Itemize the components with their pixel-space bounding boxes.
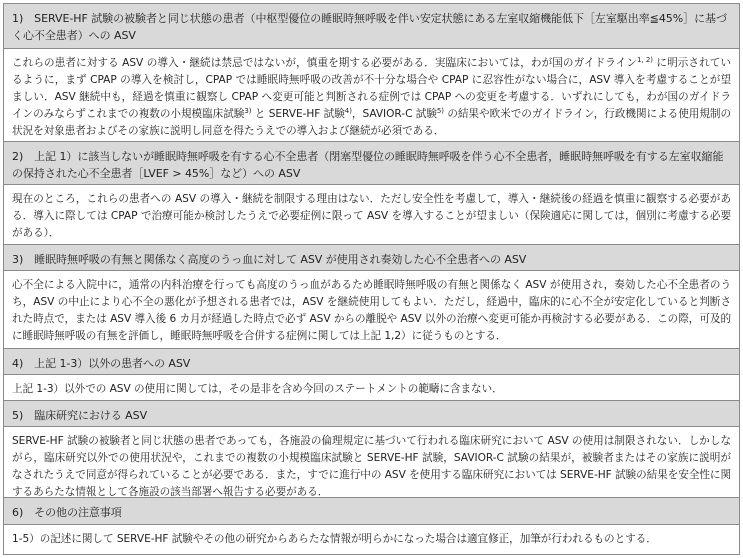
section-2-body: 現在のところ，これらの患者への ASV の導入・継続を制限する理由はない．ただし安全性を考慮して，導入・継続後の経過を慎重に観察する必要がある．導入に際しては CPAP で治療可能か検討したうえで必要症例に限って ASV を導入することが望ましい（保険適応に関しては，個別に考慮する必要がある）． [4,185,739,245]
section-5-body: SERVE-HF 試験の被験者と同じ状態の患者であっても，各施設の倫理規定に基づいて行われる臨床研究において ASV の使用は制限されない．しかしながら，臨床研究以外での使用状況や，これまでの複数の小規模臨床試験と SERVE-HF 試験，SAVIOR-C 試験の結果が，被験者またはその家族に説明がなされたうえで同意が得られていることが必要である．また，すでに進行中の ASV を使用する臨床研究においては SERVE-HF 試験の結果を安全性に関するあらたな情報として各施設の該当部署へ報告する必要がある． [4,427,739,498]
section-5-heading: 5) 臨床研究における ASV [4,401,739,427]
section-1-ref: 3) [244,107,252,115]
section-1-body-text: ，SAVIOR-C 試験 [351,108,437,120]
section-2-heading: 2) 上記 1）に該当しないが睡眠時無呼吸を有する心不全患者（閉塞型優位の睡眠時無呼吸を伴う心不全患者，睡眠時無呼吸を有する左室収縮能の保持された心不全患者［LVEF > 45%］など）への ASV [4,142,739,185]
section-6-heading: 6) その他の注意事項 [4,498,739,525]
section-4-heading: 4) 上記 1-3）以外の患者への ASV [4,349,739,375]
section-1-ref: 5) [436,107,444,115]
section-3-body: 心不全による入院中に，通常の内科治療を行っても高度のうっ血があるため睡眠時無呼吸の有無と関係なく ASV が使用され，奏効した心不全患者のうち，ASV の中止により心不全の悪化が予想される患者では，ASV を継続使用してもよい．ただし，経過中，臨床的に心不全が安定化していると判断された時点で，または ASV 導入後 6 カ月が経過した時点で必ず ASV からの離脱や ASV 以外の治療へ変更可能か再検討する必要がある．この際，可及的に睡眠時無呼吸の有無を評価し，睡眠時無呼吸を合併する症例に関しては上記 1,2）に従うものとする． [4,271,739,349]
section-1-body-text: と SERVE-HF 試験 [251,108,345,120]
section-1-ref: 1, 2) [637,56,653,64]
section-1-body-text: に明示されているように，まず CPAP の導入を検討し，CPAP では睡眠時無呼吸の改善が不十分な場合や CPAP に忍容性がない場合に，ASV 導入を考慮することが望ましい．ASV 継続中も，経過を慎重に観察し CPAP へ変更可能と判断される症例では CPAP への変更を考慮する．いずれにしても，わが国のガイドラインのみならずこれまでの複数の小規模臨床試験 [12,57,731,120]
section-1-body-text: これらの患者に対する ASV の導入・継続は禁忌ではないが，慎重を期する必要がある．実臨床においては，わが国のガイドライン [12,57,637,69]
section-3-heading: 3) 睡眠時無呼吸の有無と関係なく高度のうっ血に対して ASV が使用され奏効した心不全患者への ASV [4,245,739,271]
section-6-body: 1-5）の記述に関して SERVE-HF 試験やその他の研究からあらたな情報が明らかになった場合は適宜修正，加筆が行われるものとする． [4,525,739,554]
section-1-ref: 4) [344,107,352,115]
section-1-body-text: の結果や欧米でのガイドライン，行政機関による使用規制の状況を対象患者およびその家族に説明し同意を得たうえでの導入および継続が必須である． [12,108,731,137]
recommendations-table [3,3,740,555]
section-1-heading: 1) SERVE-HF 試験の被験者と同じ状態の患者（中枢型優位の睡眠時無呼吸を伴い安定状態にある左室収縮機能低下［左室駆出率≦45%］に基づく心不全患者）への ASV [4,4,739,49]
section-1-body [4,49,739,142]
section-4-body: 上記 1-3）以外での ASV の使用に関しては，その是非を含め今回のステートメントの範疇に含まない． [4,375,739,401]
